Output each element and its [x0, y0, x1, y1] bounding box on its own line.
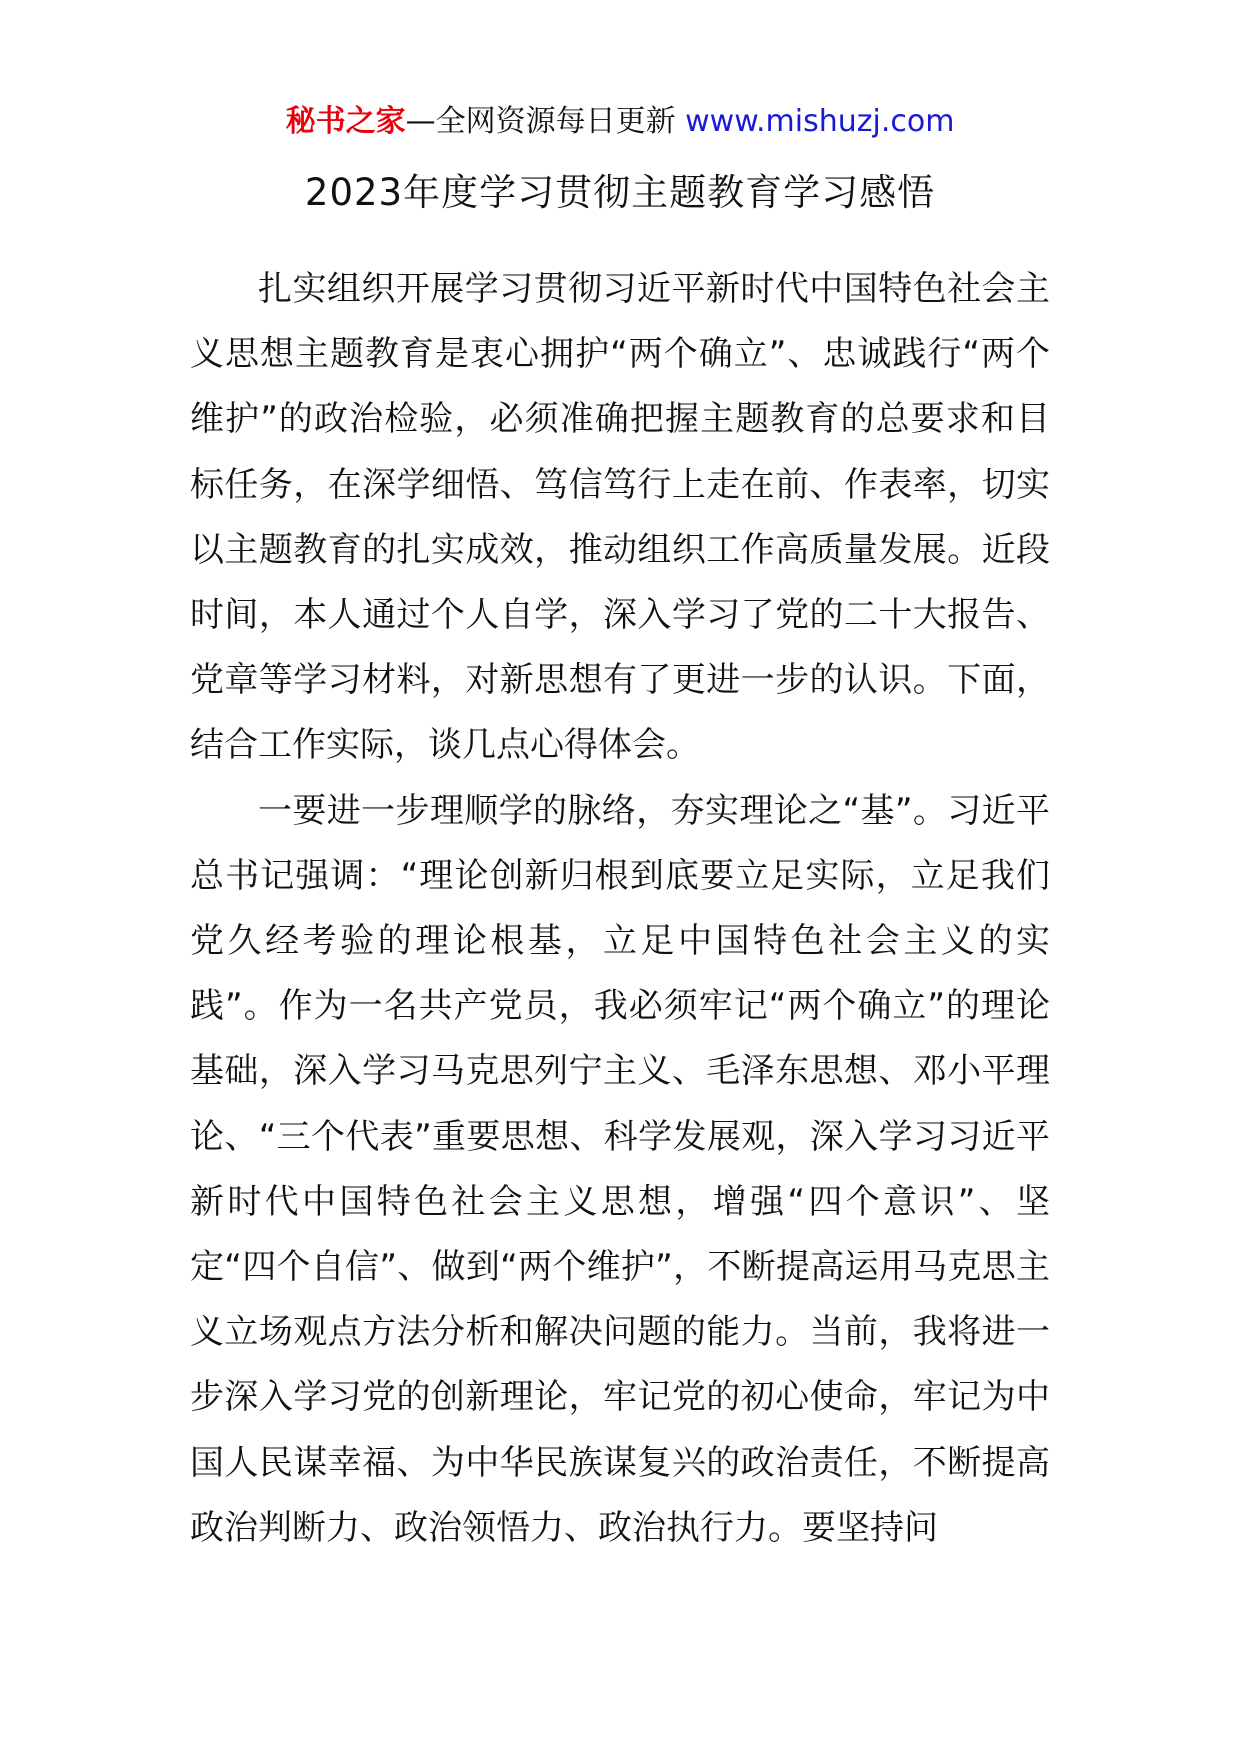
document-body	[190, 257, 1050, 1561]
paragraph-intro: 扎实组织开展学习贯彻习近平新时代中国特色社会主义思想主题教育是衷心拥护“两个确立”、忠诚践行“两个维护”的政治检验，必须准确把握主题教育的总要求和目标任务，在深学细悟、笃信笃行上走在前、作表率，切实以主题教育的扎实成效，推动组织工作高质量发展。近段时间，本人通过个人自学，深入学习了党的二十大报告、党章等学习材料，对新思想有了更进一步的认识。下面，结合工作实际，谈几点心得体会。	[190, 269, 1050, 766]
site-url-link[interactable]: www.mishuzj.com	[685, 104, 955, 139]
header-slogan: —全网资源每日更新	[405, 104, 676, 139]
site-header	[0, 100, 1240, 144]
brand-name: 秘书之家	[285, 104, 406, 139]
paragraph-point-one: 一要进一步理顺学的脉络，夯实理论之“基”。习近平总书记强调：“理论创新归根到底要立足实际，立足我们党久经考验的理论根基，立足中国特色社会主义的实践”。作为一名共产党员，我必须牢记“两个确立”的理论基础，深入学习马克思列宁主义、毛泽东思想、邓小平理论、“三个代表”重要思想、科学发展观，深入学习习近平新时代中国特色社会主义思想，增强“四个意识”、坚定“四个自信”、做到“两个维护”，不断提高运用马克思主义立场观点方法分析和解决问题的能力。当前，我将进一步深入学习党的创新理论，牢记党的初心使命，牢记为中国人民谋幸福、为中华民族谋复兴的政治责任，不断提高政治判断力、政治领悟力、政治执行力。要坚持问	[190, 790, 1050, 1548]
document-title: 2023年度学习贯彻主题教育学习感悟	[304, 171, 936, 214]
